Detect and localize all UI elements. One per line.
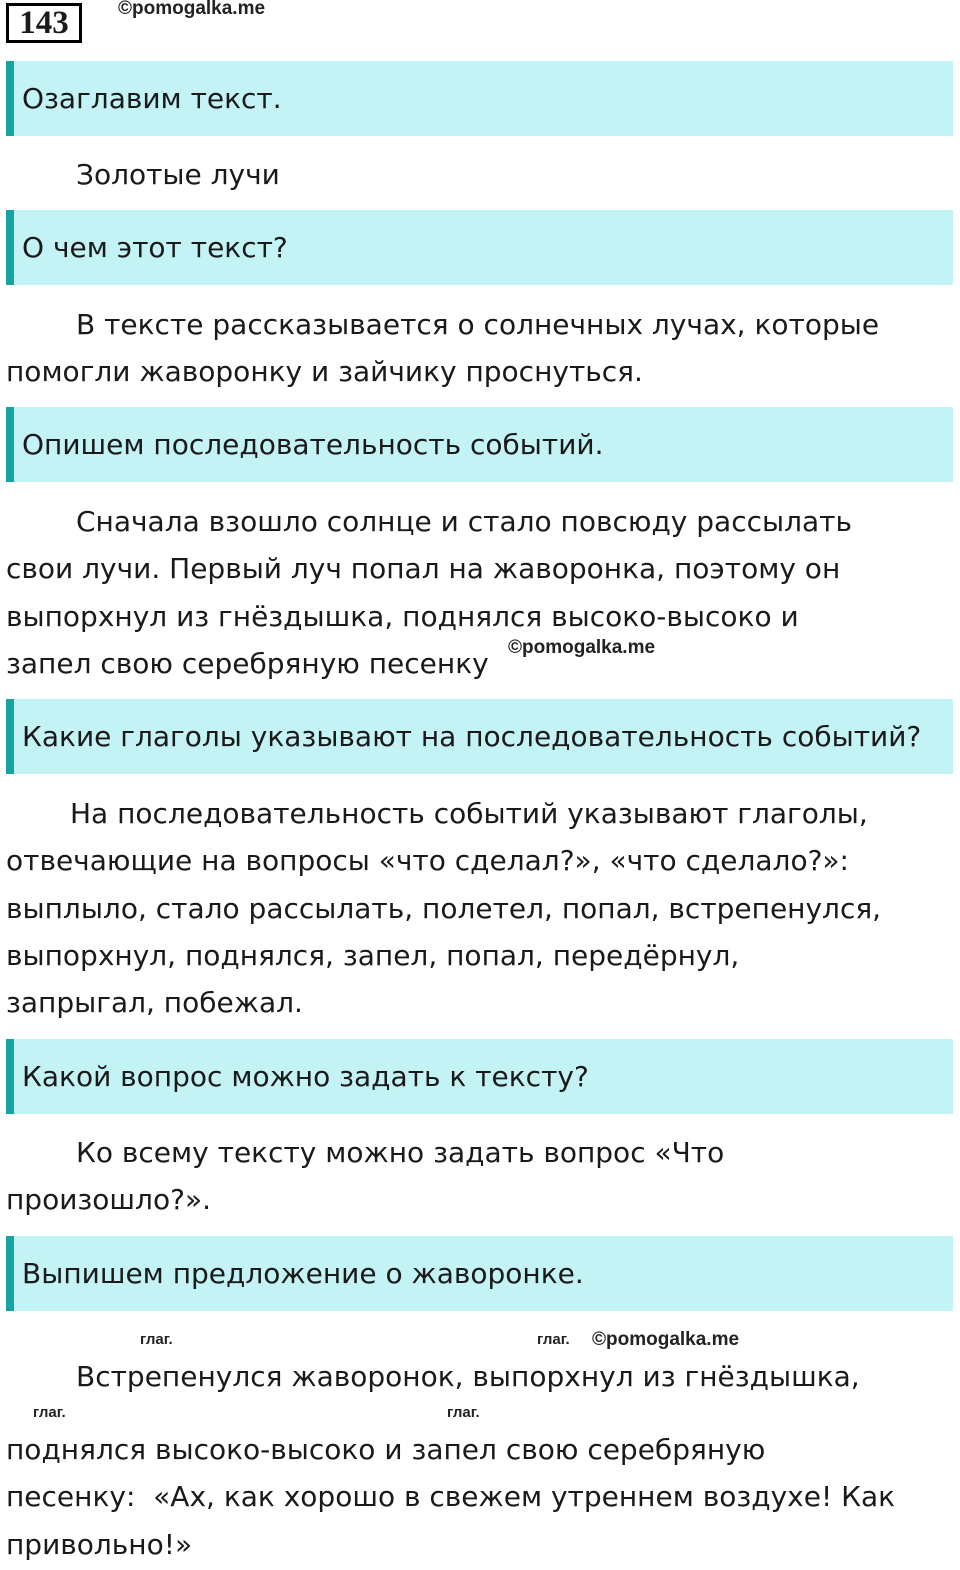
question-sentence-heading: Выпишем предложение о жаворонке. [6, 1236, 953, 1311]
answer-line: запел свою серебряную песенку [6, 646, 489, 680]
verb-mark: глаг. [140, 1331, 173, 1348]
question-title-heading: Озаглавим текст. [6, 61, 953, 136]
answer-title [6, 151, 960, 198]
answer-line: выплыло, стало рассылать, полетел, попал, встрепенулся, [6, 891, 882, 925]
answer-line: В тексте рассказывается о солнечных лучах, которые [76, 308, 880, 341]
question-ask-heading: Какой вопрос можно задать к тексту? [6, 1039, 953, 1114]
answer-ask [6, 1129, 954, 1224]
watermark: ©pomogalka.me [118, 0, 266, 19]
answer-sequence [6, 498, 954, 687]
answer-line: На последовательность событий указывают глаголы, [70, 797, 868, 830]
answer-line: запрыгал, побежал. [6, 986, 303, 1020]
watermark: ©pomogalka.me [508, 637, 656, 658]
answer-line: привольно!» [6, 1527, 193, 1561]
answer-sentence-rest [6, 1426, 954, 1568]
answer-line: песенку: «Ах, как хорошо в свежем утреннем воздухе! Как [6, 1480, 896, 1514]
answer-verbs [6, 790, 954, 1026]
answer-line: Золотые лучи [76, 158, 280, 191]
answer-line: отвечающие на вопросы «что сделал?», «что сделало?»: [6, 844, 849, 878]
answer-line: Сначала взошло солнце и стало повсюду рассылать [76, 505, 852, 538]
answer-sentence-line1 [6, 1353, 960, 1400]
watermark: ©pomogalka.me [592, 1329, 740, 1350]
answer-line: поднялся высоко-высоко и запел свою серебряную [6, 1433, 766, 1466]
answer-line: выпорхнул из гнёздышка, поднялся высоко-высоко и [6, 599, 799, 633]
answer-line: помогли жаворонку и зайчику проснуться. [6, 355, 643, 389]
answer-line: свои лучи. Первый луч попал на жаворонка, поэтому он [6, 552, 841, 586]
question-sequence-heading: Опишем последовательность событий. [6, 407, 953, 482]
answer-line: выпорхнул, поднялся, запел, попал, передёрнул, [6, 938, 740, 972]
answer-line: произошло?». [6, 1183, 211, 1217]
verb-mark: глаг. [447, 1404, 480, 1421]
answer-line: Ко всему тексту можно задать вопрос «Что [76, 1136, 725, 1169]
question-verbs-heading: Какие глаголы указывают на последовательность событий? [6, 699, 953, 774]
question-topic-heading: О чем этот текст? [6, 210, 953, 285]
task-number: 143 [6, 3, 82, 43]
verb-mark: глаг. [537, 1331, 570, 1348]
verb-mark: глаг. [33, 1404, 66, 1421]
answer-line: Встрепенулся жаворонок, выпорхнул из гнёздышка, [76, 1360, 860, 1393]
answer-topic [6, 301, 954, 396]
